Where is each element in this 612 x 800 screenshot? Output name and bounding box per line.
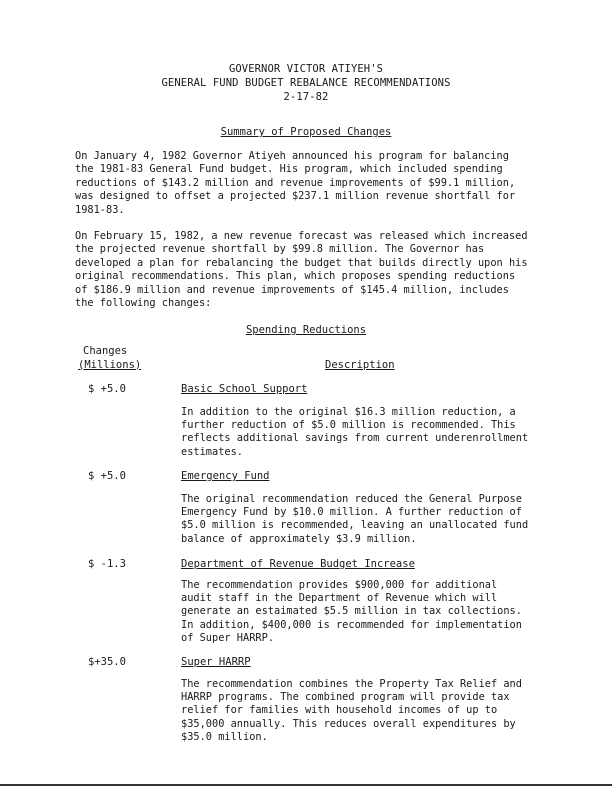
column-changes-line-2: (Millions) [78,358,142,371]
entry-description: The recommendation combines the Property Tax Relief and HARRP programs. The combined program will provide tax relief for families with household incomes of up to $35,000 annually. This reduces overall expenditures by $35.0 million. [181,678,522,743]
spending-heading: Spending Reductions [245,324,367,336]
entry-title-text: Super HARRP [181,656,251,668]
entry-amount: $+35.0 [88,656,126,668]
entry-amount: $ +5.0 [88,383,126,395]
header-line-3: 2-17-82 [283,91,329,103]
entry-description: In addition to the original $16.3 million reduction, a further reduction of $5.0 million is recommended. This reflects additional savings from current underenrollment estimates. [181,406,529,458]
summary-heading: Summary of Proposed Changes [220,126,392,138]
summary-heading-wrap [0,126,612,138]
entry-amount: $ +5.0 [88,470,126,482]
header-line-2: GENERAL FUND BUDGET REBALANCE RECOMMENDATIONS [161,77,451,89]
entry-description: The original recommendation reduced the General Purpose Emergency Fund by $10.0 million. A further reduction of $5.0 million is recommended, leaving an unallocated fund balance of approximately $3.9 million. [181,493,529,545]
entry-title [181,558,415,570]
column-description-label: Description [325,359,395,371]
document-header [0,62,612,104]
spending-heading-wrap [0,324,612,336]
entry-amount: $ -1.3 [88,558,126,570]
entry-title-text: Department of Revenue Budget Increase [181,558,415,570]
summary-paragraph-2: On February 15, 1982, a new revenue forecast was released which increased the projected revenue shortfall by $99.8 million. The Governor has developed a plan for rebalancing the budget that builds directly upon his original recommendations. This plan, which proposes spending reductions of $186.9 million and revenue improvements of $145.4 million, includes the following changes: [75,230,528,310]
summary-paragraph-1: On January 4, 1982 Governor Atiyeh announced his program for balancing the 1981-83 General Fund budget. His program, which included spending reductions of $143.2 million and revenue improvements of $99.1 million, was designed to offset a projected $237.1 million revenue shortfall for 1981-83. [75,150,516,216]
column-description-header [325,359,395,373]
column-changes-line-1: Changes [83,345,128,357]
page-bottom-rule [0,784,612,786]
entry-title [181,656,251,668]
entry-title [181,470,270,482]
column-changes-header [78,345,141,372]
entry-title-text: Basic School Support [181,383,308,395]
header-line-1: GOVERNOR VICTOR ATIYEH'S [228,63,384,75]
entry-description: The recommendation provides $900,000 for additional audit staff in the Department of Revenue which will generate an estaimated $5.5 million in tax collections. In addition, $400,000 is recommended for implementation of Super HARRP. [181,579,522,644]
entry-title [181,383,307,395]
entry-title-text: Emergency Fund [181,470,270,482]
